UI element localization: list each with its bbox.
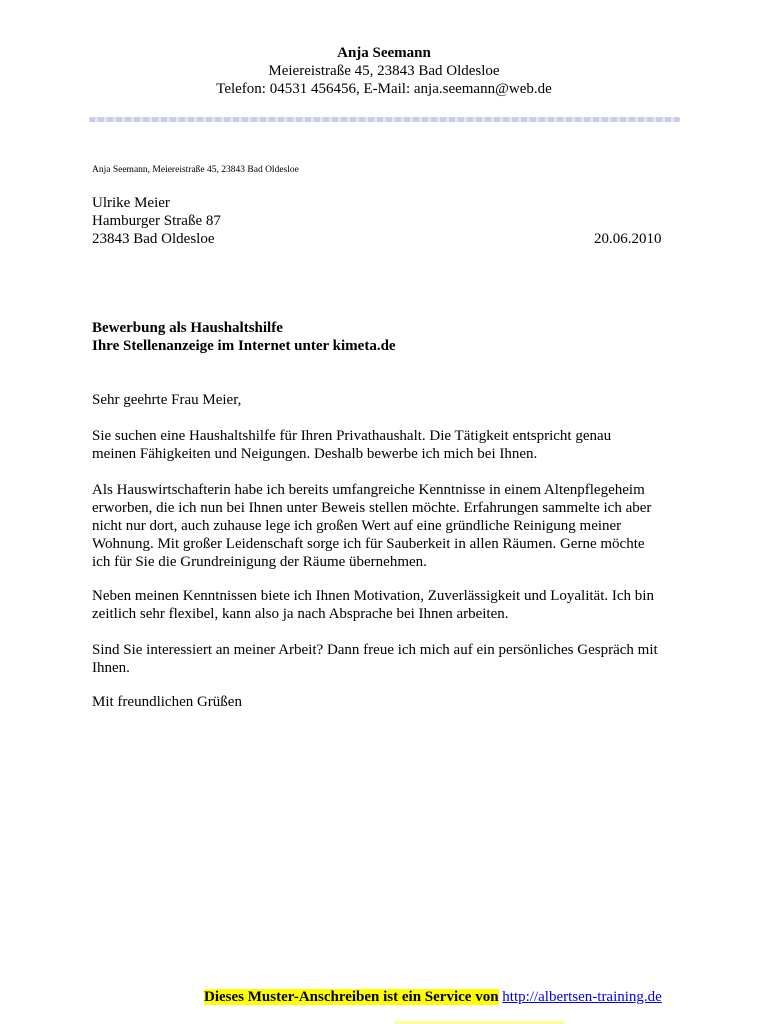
body-paragraph-3 (92, 587, 692, 623)
recipient-city: 23843 Bad Oldesloe (92, 231, 215, 247)
footer-link[interactable]: http://albertsen-training.de (502, 989, 662, 1005)
paragraph-line: Als Hauswirtschafterin habe ich bereits umfangreiche Kenntnisse in einem Altenpflegeheim (92, 482, 645, 498)
recipient-street: Hamburger Straße 87 (92, 213, 221, 229)
body-paragraph-1 (92, 427, 692, 463)
paragraph-line: meinen Fähigkeiten und Neigungen. Deshalb bewerbe ich mich bei Ihnen. (92, 446, 538, 462)
paragraph-line: erworben, die ich nun bei Ihnen unter Beweis stellen möchte. Erfahrungen sammelte ich aber (92, 500, 652, 516)
paragraph-line: ich für Sie die Grundreinigung der Räume übernehmen. (92, 554, 427, 570)
sender-address: Meiereistraße 45, 23843 Bad Oldesloe (268, 63, 500, 79)
letter-date: 20.06.2010 (594, 231, 662, 247)
paragraph-line: Wohnung. Mit großer Leidenschaft sorge ich für Sauberkeit in allen Räumen. Gerne möchte (92, 536, 645, 552)
sender-contact: Telefon: 04531 456456, E-Mail: anja.seemann@web.de (216, 81, 552, 97)
subject-line-1: Bewerbung als Haushaltshilfe (92, 320, 283, 336)
sender-name: Anja Seemann (337, 45, 431, 61)
header-divider (89, 117, 680, 122)
footer-note (204, 988, 662, 1006)
closing: Mit freundlichen Grüßen (92, 694, 242, 710)
body-paragraph-2 (92, 481, 692, 571)
footer-highlight-text: Dieses Muster-Anschreiben ist ein Service von (204, 989, 499, 1005)
body-paragraph-4 (92, 641, 692, 677)
paragraph-line: Sie suchen eine Haushaltshilfe für Ihren Privathaushalt. Die Tätigkeit entspricht genau (92, 428, 612, 444)
return-address-line: Anja Seemann, Meiereistraße 45, 23843 Bad Oldesloe (92, 165, 299, 175)
salutation: Sehr geehrte Frau Meier, (92, 392, 242, 408)
paragraph-line: nicht nur dort, auch zuhause lege ich großen Wert auf eine gründliche Reinigung meiner (92, 518, 622, 534)
paragraph-line: Sind Sie interessiert an meiner Arbeit? Dann freue ich mich auf ein persönliches Gespräch mit (92, 642, 658, 658)
paragraph-line: zeitlich sehr flexibel, kann also ja nach Absprache bei Ihnen arbeiten. (92, 606, 509, 622)
subject-line-2: Ihre Stellenanzeige im Internet unter kimeta.de (92, 338, 396, 354)
paragraph-line: Neben meinen Kenntnissen biete ich Ihnen Motivation, Zuverlässigkeit und Loyalität. Ich bin (92, 588, 654, 604)
recipient-name: Ulrike Meier (92, 195, 170, 211)
paragraph-line: Ihnen. (92, 660, 130, 676)
